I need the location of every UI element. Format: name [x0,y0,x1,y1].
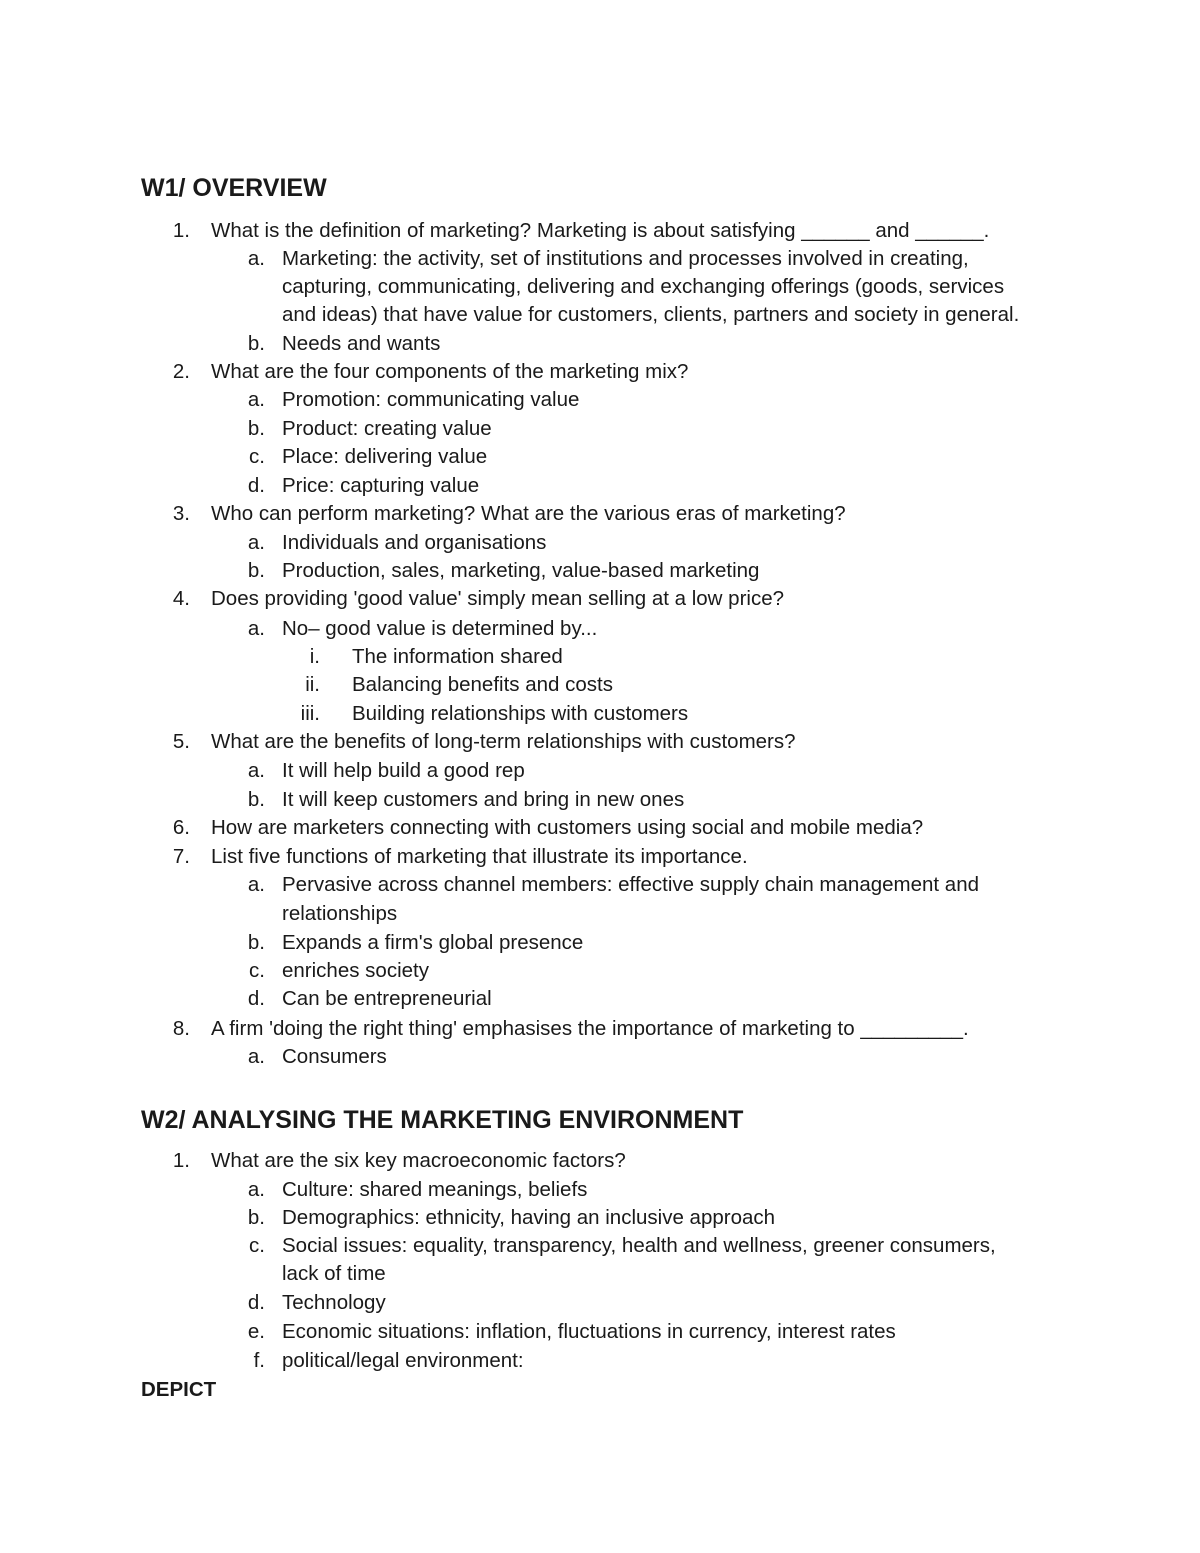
answer-text: Technology [282,1291,386,1314]
answer-text: Can be entrepreneurial [282,987,492,1010]
answer-text: The information shared [352,645,563,668]
answer-text: Marketing: the activity, set of institutions and processes involved in creating, [282,247,969,270]
list-number: 1. [172,1149,190,1172]
answer-text: and ideas) that have value for customers, clients, partners and society in general. [282,303,1020,326]
answer-text: Production, sales, marketing, value-based marketing [282,559,760,582]
list-letter: d. [247,987,265,1010]
answer-text: Product: creating value [282,417,492,440]
list-letter: a. [247,873,265,896]
question-text: Who can perform marketing? What are the various eras of marketing? [211,502,846,525]
question-text: Does providing 'good value' simply mean selling at a low price? [211,587,785,610]
answer-text: Consumers [282,1045,387,1068]
question-text: List five functions of marketing that illustrate its importance. [211,845,748,868]
question-text: What are the four components of the marketing mix? [211,360,689,383]
question-text: A firm 'doing the right thing' emphasises the importance of marketing to _________. [211,1017,969,1040]
question-text: How are marketers connecting with customers using social and mobile media? [211,816,924,839]
answer-text: Demographics: ethnicity, having an inclusive approach [282,1206,776,1229]
list-letter: b. [247,417,265,440]
list-number: 5. [172,730,190,753]
question-text: What is the definition of marketing? Marketing is about satisfying ______ and ______. [211,219,990,242]
list-letter: c. [249,445,265,468]
list-letter: e. [247,1320,265,1343]
answer-text: No– good value is determined by... [282,617,598,640]
answer-text: Pervasive across channel members: effective supply chain management and [282,873,979,896]
section-heading-w1: W1/ OVERVIEW [141,174,327,202]
list-number: 3. [172,502,190,525]
answer-text: Social issues: equality, transparency, health and wellness, greener consumers, [282,1234,996,1257]
list-roman: ii. [305,673,320,696]
list-letter: d. [247,1291,265,1314]
list-roman: i. [309,645,320,668]
depict-label: DEPICT [141,1378,217,1401]
list-number: 2. [172,360,190,383]
list-letter: c. [249,959,265,982]
answer-text: political/legal environment: [282,1349,524,1372]
answer-text: Place: delivering value [282,445,488,468]
list-letter: b. [247,559,265,582]
answer-text: It will keep customers and bring in new ones [282,788,685,811]
answer-text: Expands a firm's global presence [282,931,584,954]
list-letter: c. [249,1234,265,1257]
list-number: 8. [172,1017,190,1040]
answer-text: Economic situations: inflation, fluctuations in currency, interest rates [282,1320,896,1343]
list-letter: a. [247,617,265,640]
answer-text: Needs and wants [282,332,441,355]
list-letter: a. [247,247,265,270]
section-heading-w2: W2/ ANALYSING THE MARKETING ENVIRONMENT [141,1106,744,1134]
list-letter: b. [247,931,265,954]
list-number: 1. [172,219,190,242]
answer-text: It will help build a good rep [282,759,525,782]
answer-text: lack of time [282,1262,386,1285]
answer-text: Culture: shared meanings, beliefs [282,1178,588,1201]
answer-text: Building relationships with customers [352,702,689,725]
list-number: 4. [172,587,190,610]
answer-text: capturing, communicating, delivering and exchanging offerings (goods, services [282,275,1005,298]
list-letter: d. [247,474,265,497]
list-number: 7. [172,845,190,868]
list-roman: iii. [300,702,320,725]
list-letter: a. [247,388,265,411]
list-letter: b. [247,1206,265,1229]
list-letter: a. [247,1178,265,1201]
answer-text: Price: capturing value [282,474,480,497]
answer-text: Individuals and organisations [282,531,547,554]
list-letter: b. [247,332,265,355]
question-text: What are the six key macroeconomic factors? [211,1149,626,1172]
list-letter: a. [247,759,265,782]
list-letter: a. [247,1045,265,1068]
list-letter: f. [253,1349,265,1372]
list-letter: b. [247,788,265,811]
answer-text: enriches society [282,959,429,982]
question-text: What are the benefits of long-term relationships with customers? [211,730,796,753]
answer-text: Promotion: communicating value [282,388,580,411]
answer-text: Balancing benefits and costs [352,673,613,696]
list-letter: a. [247,531,265,554]
answer-text: relationships [282,902,398,925]
list-number: 6. [172,816,190,839]
